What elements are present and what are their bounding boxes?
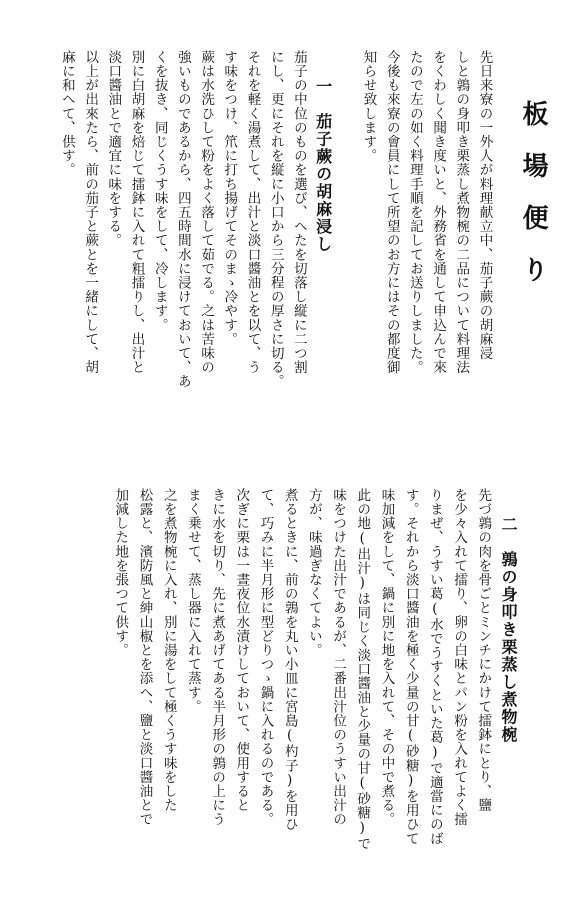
recipe-heading: 二 鶉の身叩き栗蒸し煮物椀 xyxy=(499,516,518,744)
text-line: りまぜ、うすい葛(水でうすくといた葛)で適當にのば xyxy=(426,488,443,846)
text-line: 味をつけた出汁であるが、二番出汁位のうすい出汁の xyxy=(330,488,347,827)
text-line: す。それから淡口醬油を極く少量の甘(砂糖)を用ひて xyxy=(402,488,419,846)
text-line: 別に白胡麻を焙じて擂鉢に入れて粗擂りし、出汁と xyxy=(128,50,145,375)
text-line: にし、更にそれを縦に小口から三分程の厚さに切る。 xyxy=(267,50,284,389)
text-line: 茄子の中位のものを選び、へたを切落し縦に二つ割 xyxy=(290,50,307,375)
text-line: 味加減をして、鍋に別に地を入れて、その中で煮る。 xyxy=(378,488,395,827)
text-line: す味をつけ、笊に打ち揚げてそのまゝ冷やす。 xyxy=(221,50,238,347)
page-title: 板場便り xyxy=(518,100,548,308)
text-line: それを軽く湯煮して、出汁と淡口醬油とを以て、う xyxy=(244,50,261,375)
text-line: たので左の如く料理手順を記してお送りしました。 xyxy=(406,50,423,375)
text-line: 強いものであるから、四五時間水に浸けておいて、あ xyxy=(174,50,191,389)
text-line: 以上が出來たら、前の茄子と蕨とを一緒にして、胡 xyxy=(82,50,99,375)
text-line: 煮るときに、前の鶉を丸い小皿に宮島(杓子)を用ひ xyxy=(281,488,298,832)
text-line: 今後も來寮の會員にして所望のお方にはその都度御 xyxy=(383,50,400,375)
text-line: 加減した地を張つて供す。 xyxy=(112,488,129,658)
text-line: をくわしく聞き度いと、外務省を通して申込んで來 xyxy=(430,50,447,375)
text-line: 先づ鶉の肉を骨ごとミンチにかけて擂鉢にとり、鹽 xyxy=(475,488,492,813)
text-line: 淡口醬油とで適宜に味をする。 xyxy=(105,50,122,248)
text-line: 此の地(出汁)は同じく淡口醬油と少量の甘(砂糖)で xyxy=(354,488,371,851)
text-line: 知らせ致します。 xyxy=(360,50,377,163)
text-line: 蕨は水洗ひして粉をよく落して茹でる。之は苦味の xyxy=(198,50,215,375)
text-line: 次ぎに栗は一晝夜位水漬けしておいて、使用すると xyxy=(233,488,250,813)
text-line: を少々入れて擂り、卵の白味とパン粉を入れてよく擂 xyxy=(451,488,468,827)
recipe-heading: 一 茄子蕨の胡麻浸し xyxy=(313,78,333,253)
text-line: 方が、味過ぎなくてよい。 xyxy=(305,488,322,658)
text-line: て、巧みに半月形に型どりつゝ鍋に入れるのである。 xyxy=(257,488,274,827)
text-line: まく乗せて、蒸し器に入れて蒸す。 xyxy=(184,488,201,714)
text-line: くを抜き、同じくうす味をして、冷します。 xyxy=(151,50,168,332)
text-line: 麻に和へて、供す。 xyxy=(58,50,75,177)
text-line: 之を煮物椀に入れ、別に湯をして極くうす味をした xyxy=(160,488,177,813)
text-line: しと鶉の身叩き栗蒸し煮物椀の二品について料理法 xyxy=(453,50,470,375)
text-line: 先日来寮の一外人が料理献立中、茄子蕨の胡麻浸 xyxy=(476,50,493,361)
text-line: きに水を切り、先に煮あげてある半月形の鶉の上にう xyxy=(209,488,226,827)
text-line: 松露と、濱防風と紳山椒とを添へ、鹽と淡口醬油とで xyxy=(136,488,153,827)
